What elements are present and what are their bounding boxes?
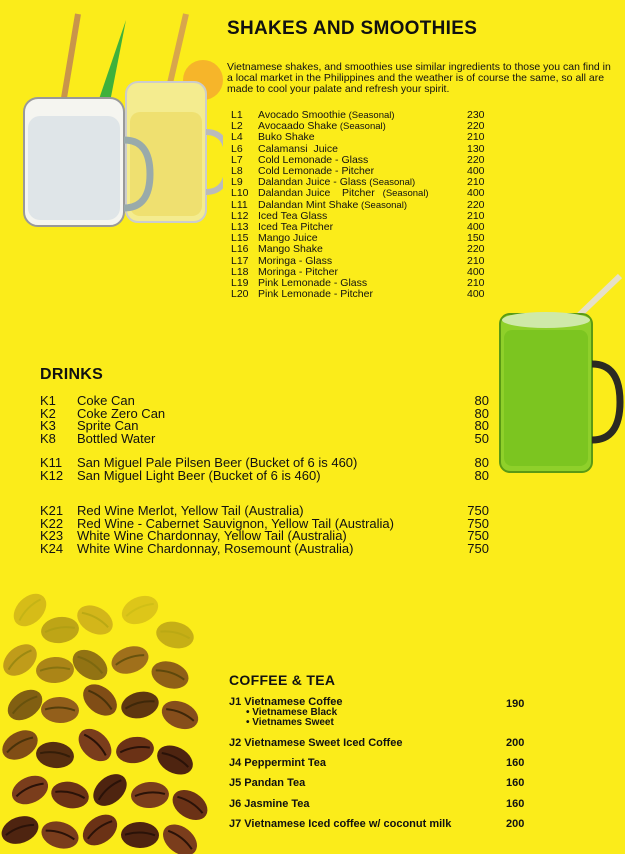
item-code: L6 (231, 142, 243, 155)
shakes-list (231, 110, 496, 300)
coffee-bean (49, 778, 92, 811)
item-price: 220 (467, 243, 485, 256)
item-price: 400 (467, 288, 485, 301)
item-name: Mango Shake (258, 243, 323, 256)
item-seasonal-tag: (Seasonal) (345, 110, 395, 121)
drink-price: 750 (467, 515, 489, 531)
item-name: Cold Lemonade - Pitcher (258, 165, 375, 178)
item-code: L19 (231, 277, 249, 290)
drink-price: 750 (467, 503, 489, 518)
coffee-bean (0, 811, 42, 848)
menu-item (231, 132, 496, 143)
item-name: Moringa - Glass (258, 254, 333, 267)
item-price: 400 (467, 187, 485, 200)
coffee-bean (121, 822, 159, 849)
coffee-item: J7 Vietnamese Iced coffee w/ coconut milk (229, 818, 452, 830)
drink-price: 80 (474, 405, 489, 421)
item-name: Cold Lemonade - Glass (258, 153, 369, 166)
drink-price: 750 (467, 540, 489, 556)
coffee-bean (35, 656, 74, 684)
coffee-bean (108, 642, 152, 679)
coffee-bean (0, 638, 43, 682)
item-code: L18 (231, 265, 249, 278)
item-code: L9 (231, 176, 243, 189)
drink-name: San Miguel Pale Pilsen Beer (Bucket of 6 is 460) (77, 455, 358, 470)
item-price: 210 (467, 176, 485, 189)
item-code: L20 (231, 288, 249, 301)
coffee-sub-item: • Vietnamese Black (246, 707, 338, 718)
item-price: 400 (467, 221, 485, 234)
coffee-bean (154, 618, 197, 652)
drink-code: K2 (40, 405, 56, 421)
item-seasonal-tag: (Seasonal) (337, 121, 386, 133)
green-drink-photo (492, 272, 625, 477)
item-name: Dalandan Juice Pitcher (258, 187, 375, 200)
drink-code: K11 (40, 455, 63, 470)
drink-price: 750 (467, 528, 489, 543)
coffee-bean (152, 740, 198, 781)
item-code: L4 (231, 131, 243, 144)
coffee-title: COFFEE & TEA (229, 672, 336, 688)
item-name: Dalandan Mint Shake (258, 198, 359, 211)
item-code: L13 (231, 221, 249, 234)
item-code: L10 (231, 187, 249, 200)
drink-price: 80 (474, 418, 489, 433)
item-name: Buko Shake (258, 131, 315, 144)
item-code: L8 (231, 165, 243, 178)
item-price: 210 (467, 131, 485, 144)
coffee-price: 190 (506, 698, 525, 710)
coffee-price: 160 (506, 777, 525, 789)
item-price: 130 (467, 142, 485, 155)
coffee-item: J4 Peppermint Tea (229, 757, 326, 769)
item-code: L12 (231, 209, 249, 222)
item-name: Moringa - Pitcher (258, 265, 338, 278)
item-code: L16 (231, 243, 249, 256)
coffee-bean (39, 614, 80, 645)
item-price: 230 (467, 109, 485, 121)
drinks-title: DRINKS (40, 366, 104, 383)
coffee-bean (114, 734, 156, 766)
item-price: 220 (467, 198, 485, 211)
item-seasonal-tag: (Seasonal) (374, 188, 429, 200)
shakes-photo (18, 12, 223, 232)
item-code: L15 (231, 232, 249, 245)
drink-code: K21 (40, 503, 64, 518)
shakes-title: SHAKES AND SMOOTHIES (227, 18, 478, 39)
drink-code: K12 (40, 467, 64, 483)
menu-item (231, 188, 496, 199)
item-price: 400 (467, 165, 485, 178)
drink-code: K22 (40, 515, 64, 531)
drink-name: Red Wine Merlot, Yellow Tail (Australia) (77, 503, 304, 518)
item-price: 220 (467, 120, 485, 133)
item-name: Avocaado Shake (258, 120, 338, 133)
drink-price: 80 (474, 467, 489, 483)
drink-price: 80 (474, 393, 489, 408)
coffee-bean (167, 784, 213, 827)
item-seasonal-tag: (Seasonal) (358, 199, 407, 211)
coffee-bean (148, 657, 192, 693)
drink-code: K24 (40, 540, 64, 556)
item-price: 210 (467, 254, 485, 267)
coffee-bean (157, 818, 203, 854)
drink-code: K3 (40, 418, 56, 433)
coffee-bean (118, 688, 161, 722)
coffee-bean (72, 599, 118, 640)
item-name: Iced Tea Glass (258, 209, 328, 222)
coffee-bean (41, 696, 80, 723)
drink-name: Coke Zero Can (77, 405, 166, 421)
item-code: L11 (231, 198, 248, 211)
item-code: L7 (231, 153, 243, 166)
coffee-bean (67, 644, 113, 687)
item-name: Calamansi Juice (258, 142, 338, 155)
coffee-bean (87, 768, 133, 813)
item-name: Avocado Smoothie (258, 109, 346, 121)
coffee-item: J6 Jasmine Tea (229, 798, 310, 810)
item-price: 400 (467, 265, 485, 278)
drink-code: K23 (40, 528, 64, 543)
coffee-item: J5 Pandan Tea (229, 777, 306, 789)
coffee-bean (130, 781, 170, 810)
coffee-bean (117, 590, 162, 629)
coffee-price: 200 (506, 737, 525, 749)
coffee-price: 200 (506, 818, 525, 830)
menu-item (231, 244, 496, 255)
drink-price: 80 (474, 455, 489, 470)
coffee-item: J2 Vietnamese Sweet Iced Coffee (229, 737, 403, 749)
drink-name: Red Wine - Cabernet Sauvignon, Yellow Tail (Australia) (77, 515, 394, 531)
item-name: Dalandan Juice - Glass (258, 176, 367, 189)
coffee-price: 160 (506, 798, 525, 810)
coffee-bean (35, 740, 76, 770)
coffee-bean (72, 722, 117, 767)
item-price: 210 (467, 209, 485, 222)
coffee-bean (7, 770, 52, 810)
drink-name: Coke Can (77, 393, 135, 408)
item-seasonal-tag: (Seasonal) (366, 177, 416, 189)
coffee-sub-item: • Vietnames Sweet (246, 717, 334, 728)
item-price: 210 (467, 277, 485, 290)
drink-code: K1 (40, 393, 56, 408)
item-name: Pink Lemonade - Glass (258, 277, 368, 290)
item-price: 220 (467, 153, 485, 166)
drink-name: Bottled Water (77, 430, 156, 446)
drink-name: White Wine Chardonnay, Rosemount (Australia) (77, 540, 354, 556)
item-name: Pink Lemonade - Pitcher (258, 288, 373, 301)
item-name: Iced Tea Pitcher (258, 221, 334, 234)
coffee-bean (38, 817, 82, 853)
coffee-price: 160 (506, 757, 525, 769)
item-name: Mango Juice (258, 232, 318, 245)
drink-price: 50 (474, 430, 489, 446)
drink-name: White Wine Chardonnay, Yellow Tail (Australia) (77, 528, 347, 543)
coffee-bean (0, 724, 43, 766)
coffee-bean (2, 683, 48, 726)
coffee-bean (77, 808, 123, 851)
coffee-bean (77, 678, 123, 722)
menu-item (231, 289, 496, 300)
coffee-beans-photo (0, 590, 225, 854)
coffee-item: J1 Vietnamese Coffee (229, 696, 343, 708)
drink-name: Sprite Can (77, 418, 139, 433)
shakes-intro: Vietnamese shakes, and smoothies use similar ingredients to those you can find in a local market in the Philippines and the weather is of course the same, so all are made to cool your palate and refresh your spirit. (227, 61, 611, 95)
drink-code: K8 (40, 430, 56, 446)
item-price: 150 (467, 232, 485, 245)
item-code: L17 (231, 254, 249, 267)
drink-name: San Miguel Light Beer (Bucket of 6 is 460) (77, 467, 321, 483)
item-code: L2 (231, 120, 243, 133)
item-code: L1 (231, 109, 243, 121)
coffee-bean (157, 696, 202, 735)
